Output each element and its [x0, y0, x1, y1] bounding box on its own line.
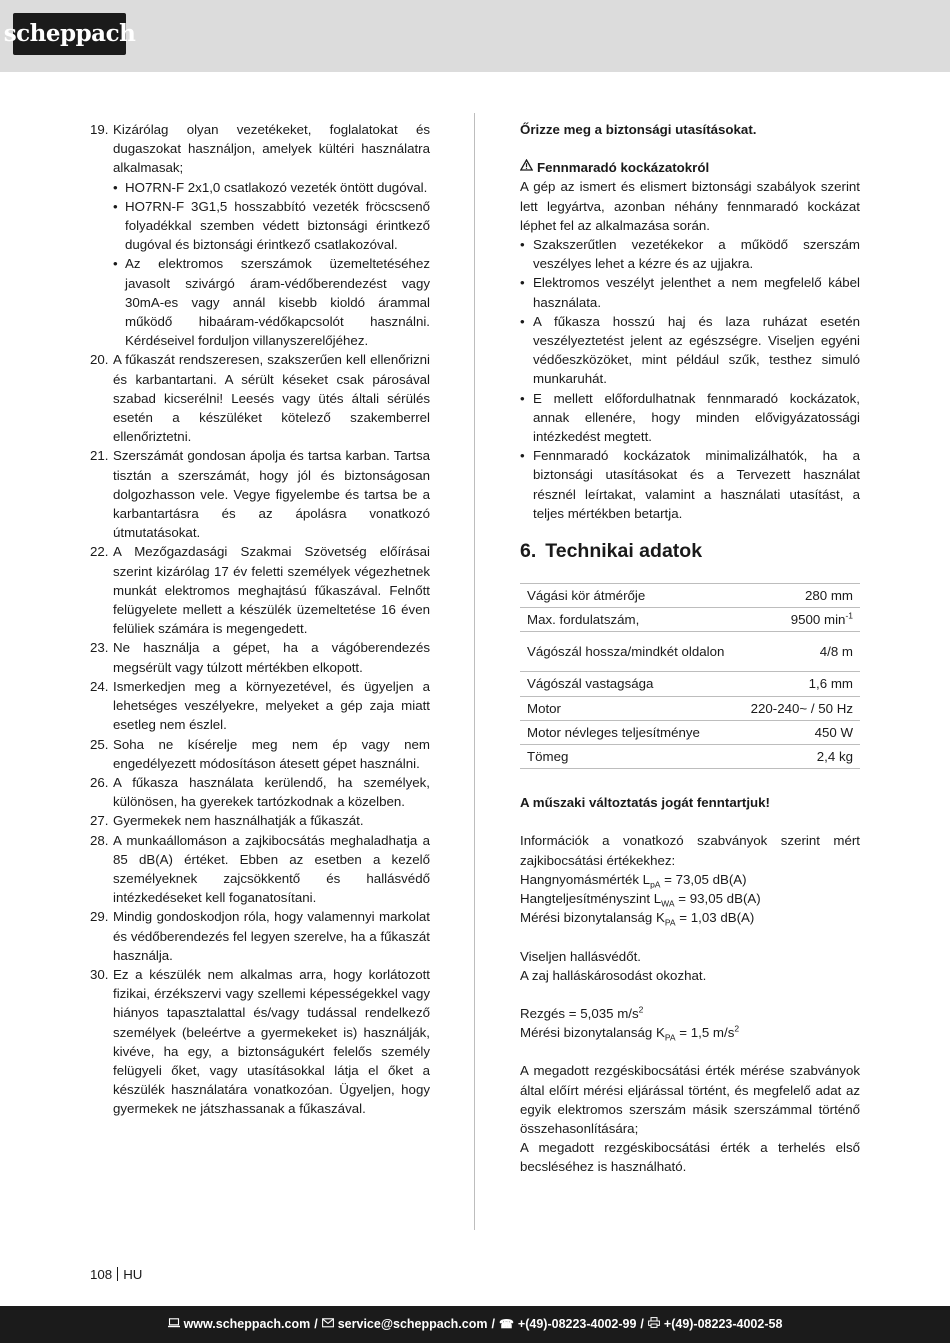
item-number: 27.	[90, 813, 109, 829]
list-item-23	[90, 638, 430, 676]
item-number: 20.	[90, 352, 109, 368]
table-row	[520, 632, 860, 672]
table-row	[520, 745, 860, 769]
item-number: 28.	[90, 832, 109, 848]
spec-value: 2,4 kg	[739, 745, 860, 769]
logo-text: scheppach	[3, 20, 136, 48]
item-number: 21.	[90, 448, 109, 464]
residual-risks-intro: A gép az ismert és elismert biztonsági szabályok szerint lett legyártva, azonban néhány fennmaradó kockázat léphet fel az alkalmazása során.	[520, 179, 860, 233]
spec-label: Vágószál hossza/mindkét oldalon	[520, 632, 739, 672]
page-language: HU	[123, 1267, 143, 1282]
item-number: 24.	[90, 678, 109, 694]
list-item-26	[90, 773, 430, 811]
bullet-item: • Az elektromos szerszámok üzemeltetéséhez javasolt szivárgó áram-védőberendezést vagy 30mA-es vagy annál kisebb kioldó árammal működő hibaáram-védőkapcsolót használni. Kérdéseivel forduljon villanyszerelőjéhez.	[113, 254, 430, 350]
spec-value: 280 mm	[739, 584, 860, 608]
section-heading	[520, 539, 860, 563]
bullet-item: • HO7RN-F 2x1,0 csatlakozó vezeték öntött dugóval.	[113, 178, 430, 197]
item-text: A munkaállomáson a zajkibocsátás meghaladhatja a 85 dB(A) értéket. Ebben az esetben a kezelő személyeknek zajcsökkentő és hallásvédő intézkedéseket kell foganatosítani.	[113, 832, 430, 906]
keep-instructions-heading: Őrizze meg a biztonsági utasításokat.	[520, 122, 757, 137]
spec-label: Vágási kör átmérője	[520, 584, 739, 608]
bullet-item: • Fennmaradó kockázatok minimalizálhatók, ha a biztonsági utasításokat és a Tervezett használat résznél leírtakat, valamint a használati utasítást, a teljes mértékben betartja.	[520, 446, 860, 523]
noise-line: Mérési bizonytalanság $K_{PA} = 1,03$ dB(A)	[520, 910, 755, 928]
item-number: 26.	[90, 774, 109, 790]
item-number: 19.	[90, 122, 109, 137]
hearing-damage-text: A zaj halláskárosodást okozhat.	[520, 967, 707, 983]
phone-number[interactable]: +(49)-08223-4002-99	[517, 1316, 637, 1331]
footer-contact-bar: www.scheppach.com / service@scheppach.com / ☎ +(49)-08223-4002-99 / +(49)-08223-4002-58	[0, 1306, 950, 1343]
column-divider	[474, 113, 475, 1230]
item-text: A fűkasza használata kerülendő, ha személyek, különösen, ha gyerekek tartózkodnak a közelben.	[113, 774, 430, 810]
list-item-27	[90, 811, 430, 830]
bullet-item: • E mellett előfordulhatnak fennmaradó kockázatok, annak ellenére, hogy minden elővigyázatossági intézkedést megtett.	[520, 389, 860, 447]
item-number: 30.	[90, 966, 109, 982]
table-row	[520, 672, 860, 696]
spec-value: 220-240~ / 50 Hz	[739, 696, 860, 720]
bullet-item: • HO7RN-F 3G1,5 hosszabbító vezeték fröcscsenő folyadékkal szemben védett biztonsági érintkező dugóval és biztonsági érintkező csatlakozóval.	[113, 197, 430, 255]
safety-instructions-list	[90, 120, 430, 1119]
residual-risks-title: Fennmaradó kockázatokról	[537, 160, 710, 176]
vibration-uncertainty-line: Mérési bizonytalanság $K_{PA} = 1,5$ $m/s^2$	[520, 1023, 740, 1043]
residual-risks-heading	[520, 158, 860, 177]
phone-icon: ☎	[498, 1316, 514, 1331]
page-number	[90, 1265, 142, 1284]
vibration-note-2: A megadott rezgéskibocsátási érték a terhelés első becsléséhez is használható.	[520, 1140, 860, 1175]
noise-intro: Információk a vonatkozó szabványok szerint mért zajkibocsátási értékekhez:	[520, 833, 860, 868]
item-text: Kizárólag olyan vezetékeket, foglalatokat és dugaszokat használjon, amelyek kültéri használatra alkalmasak;	[113, 122, 430, 176]
item-text: Mindig gondoskodjon róla, hogy valamennyi markolat és védőberendezés fel legyen szerelve, ha a fűkaszát használja.	[113, 909, 430, 963]
list-item-20	[90, 350, 430, 446]
item-text: Szerszámát gondosan ápolja és tartsa karban. Tartsa tisztán a szerszámát, hogy jól és biztonságosan dolgozhasson vele. Vegye figyelembe és tartsa be a karbantartásra és az ápolásra vonatkozó útmutatásokat.	[113, 448, 430, 541]
email-link[interactable]: service@scheppach.com	[337, 1316, 488, 1331]
fax-icon	[648, 1315, 660, 1334]
vibration-line: Rezgés = 5,035 $m/s^2$	[520, 1004, 644, 1021]
noise-line: Hangnyomásmérték $L_{pA} = 73,05$ dB(A)	[520, 871, 747, 890]
list-item-19	[90, 120, 430, 350]
website-link[interactable]: www.scheppach.com	[183, 1316, 311, 1331]
technical-data-table	[520, 583, 860, 769]
item-text: Ne használja a gépet, ha a vágóberendezés megsérült vagy túlzott mértékben elkopott.	[113, 640, 430, 675]
item-text: A Mezőgazdasági Szakmai Szövetség előírásai szerint kizárólag 17 év feletti személyek végezhetnek munkát elektromos meghajtású fűkaszával. Felnőtt felügyelete mellett a készülék üzemeltetése 16 éven felüliek számára is megengedett.	[113, 544, 430, 637]
warning-triangle-icon	[520, 158, 533, 177]
list-item-25	[90, 735, 430, 773]
list-item-29	[90, 907, 430, 965]
spec-label: Motor	[520, 696, 739, 720]
spec-label: Motor névleges teljesítménye	[520, 720, 739, 744]
table-row	[520, 720, 860, 744]
spec-label: Tömeg	[520, 745, 739, 769]
page-number-value: 108	[90, 1267, 113, 1282]
list-item-22	[90, 542, 430, 638]
technical-change-notice: A műszaki változtatás jogát fenntartjuk!	[520, 795, 770, 811]
laptop-icon	[168, 1315, 180, 1334]
bullet-item: • Szakszerűtlen vezetékekor a működő szerszám veszélyes lehet a kézre és az ujjakra.	[520, 235, 860, 273]
right-column	[520, 120, 860, 1177]
fax-number: +(49)-08223-4002-58	[663, 1316, 783, 1331]
spec-label: Vágószál vastagsága	[520, 672, 739, 696]
spec-value-sup: -1	[845, 610, 853, 621]
scheppach-logo	[3, 13, 136, 55]
item-text: Ez a készülék nem alkalmas arra, hogy korlátozott fizikai, érzékszervi vagy szellemi képességekkel vagy hiányos tapasztalattal és/vagy tudással rendelkező személyek (beleértve a gyermekeket is) használják, kivéve, ha egy, a biztonságukért felelős személy felügyeli őket, vagy utasításokkal látja el őket a készülék használatára vonatkozóan. Ügyeljen, hogy gyermekek ne játszhassanak a fűkaszával.	[113, 966, 430, 1117]
spec-value: 1,6 mm	[739, 672, 860, 696]
list-item-24	[90, 677, 430, 735]
item-number: 25.	[90, 736, 109, 752]
item-text: A fűkaszát rendszeresen, szakszerűen kell ellenőrizni és karbantartani. A sérült késeket csak párosával szabad kicserélni! Leesés vagy ütés általi sérülés esetén a készüléket kötelező szakemberrel ellenőriztetni.	[113, 352, 430, 445]
table-row	[520, 608, 860, 632]
list-item-21	[90, 446, 430, 542]
item-text: Soha ne kísérelje meg nem ép vagy nem engedélyezett módosításon átesett gépet használni.	[113, 736, 430, 771]
bullet-list	[113, 178, 430, 351]
spec-value: 9500 min	[790, 612, 846, 628]
spec-value-cell	[739, 608, 860, 632]
table-row	[520, 584, 860, 608]
spec-value: 4/8 m	[739, 632, 860, 672]
hearing-protection-text: Viseljen hallásvédőt.	[520, 948, 641, 964]
noise-line: Hangteljesítményszint $L_{WA} = 93,05$ dB(A)	[520, 891, 761, 909]
bullet-item: • Elektromos veszélyt jelenthet a nem megfelelő kábel használata.	[520, 273, 860, 311]
table-row	[520, 696, 860, 720]
spec-label: Max. fordulatszám,	[520, 608, 739, 632]
list-item-30	[90, 965, 430, 1119]
item-text: Gyermekek nem használhatják a fűkaszát.	[113, 813, 364, 829]
section-number: 6.	[520, 540, 537, 563]
item-number: 23.	[90, 640, 109, 656]
header-bar	[0, 0, 950, 72]
spec-value: 450 W	[739, 720, 860, 744]
item-text: Ismerkedjen meg a környezetével, és ügyeljen a lehetséges veszélyekre, melyeket a gép zaja miatt esetleg nem észlel.	[113, 678, 430, 733]
item-number: 29.	[90, 909, 109, 925]
list-item-28	[90, 831, 430, 908]
item-number: 22.	[90, 544, 109, 560]
page-separator	[117, 1267, 118, 1281]
mail-icon	[322, 1315, 334, 1334]
bullet-item: • A fűkasza hosszú haj és laza ruházat esetén veszélyeztetést jelent az egészségre. Viseljen egyéni védőeszközöket, mint például szűk, testhez simuló munkaruhát.	[520, 312, 860, 389]
vibration-note-1: A megadott rezgéskibocsátási érték mérése szabványok által előírt mérési eljárással történt, és megfelelő adat az egyik elektromos szerszám másik szerszámmal történő összehasonlítására;	[520, 1063, 860, 1136]
section-title: Technikai adatok	[545, 540, 703, 563]
residual-risks-list	[520, 235, 860, 523]
